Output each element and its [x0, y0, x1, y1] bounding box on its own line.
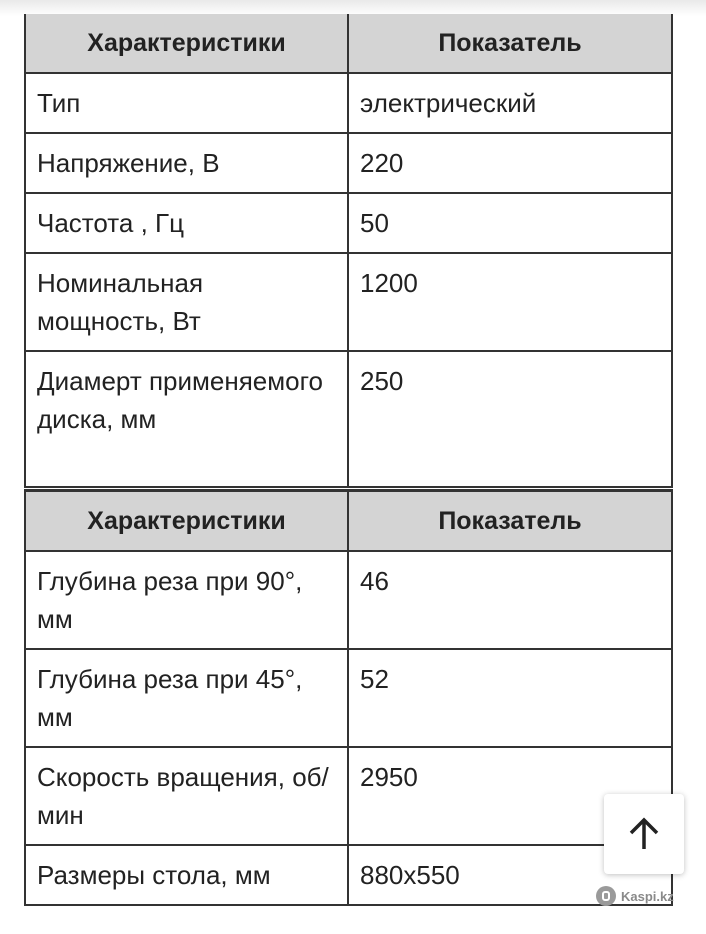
header-characteristics: Характеристики: [25, 14, 348, 73]
watermark-text: Kaspi.kz: [621, 888, 674, 904]
header-characteristics: Характеристики: [25, 491, 348, 552]
table-row: [25, 747, 672, 845]
spec-value: 50: [348, 193, 672, 253]
specs-table-2: [24, 489, 673, 906]
kaspi-watermark: [596, 886, 674, 906]
table-row: [25, 351, 672, 487]
table-row: [25, 133, 672, 193]
spec-name: Тип: [25, 73, 348, 133]
table-row: [25, 845, 672, 905]
spec-value: 1200: [348, 253, 672, 351]
spec-name: Частота , Гц: [25, 193, 348, 253]
kaspi-logo-icon: [596, 886, 616, 906]
header-value: Показатель: [348, 491, 672, 552]
spec-name: Глубина реза при 45°, мм: [25, 649, 348, 747]
spec-value: электрический: [348, 73, 672, 133]
arrow-up-icon: [626, 816, 662, 852]
spec-name: Напряжение, В: [25, 133, 348, 193]
spec-value: 880x550: [348, 845, 672, 905]
table-row: [25, 649, 672, 747]
table-row: [25, 73, 672, 133]
header-value: Показатель: [348, 14, 672, 73]
spec-name: Глубина реза при 90°, мм: [25, 551, 348, 649]
scroll-to-top-button[interactable]: [604, 794, 684, 874]
table-row: [25, 253, 672, 351]
spec-value: 52: [348, 649, 672, 747]
specs-table-1: [24, 14, 673, 488]
spec-name: Диамерт применяемого диска, мм: [25, 351, 348, 487]
spec-value: 250: [348, 351, 672, 487]
table-row: [25, 193, 672, 253]
spec-name: Номинальная мощность, Вт: [25, 253, 348, 351]
spec-name: Скорость вращения, об/мин: [25, 747, 348, 845]
spec-value: 220: [348, 133, 672, 193]
table-header-row: [25, 14, 672, 73]
table-row: [25, 551, 672, 649]
table-header-row: [25, 491, 672, 552]
spec-value: 2950: [348, 747, 672, 845]
spec-name: Размеры стола, мм: [25, 845, 348, 905]
spec-value: 46: [348, 551, 672, 649]
